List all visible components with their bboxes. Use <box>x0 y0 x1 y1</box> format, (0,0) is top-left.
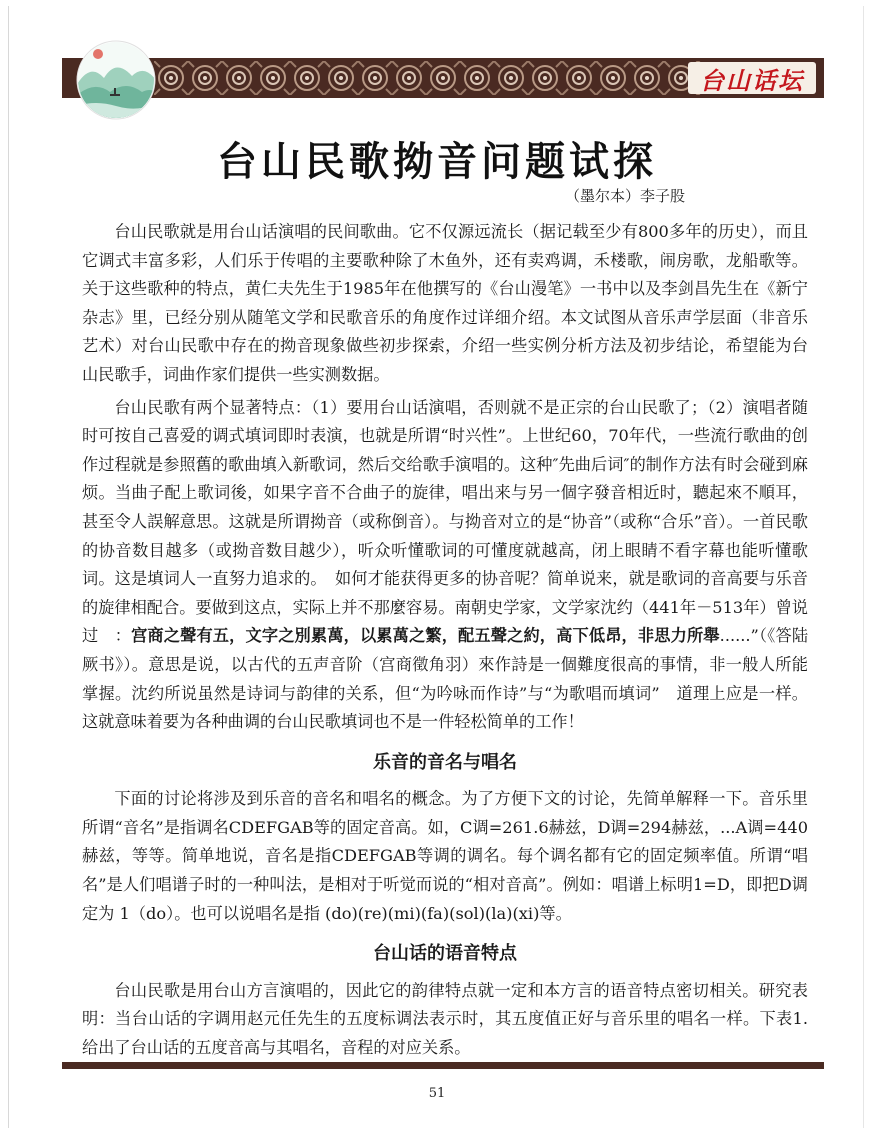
article-byline: （墨尔本）李子股 <box>565 187 686 205</box>
paragraph-2-text: 台山民歌有两个显著特点：（1）要用台山话演唱，否则就不是正宗的台山民歌了；（2）演唱者随时可按自己喜爱的调式填词即时表演，也就是所谓“时兴性”。上世纪60，70年代，一些流行歌曲的创作过程就是参照舊的歌曲填入新歌词，然后交给歌手演唱的。这种″先曲后词″的制作方法有时会碰到麻烦。当曲子配上歌词後，如果字音不合曲子的旋律，唱出来与另一個字發音相近时，聽起來不順耳，甚至令人誤解意思。这就是所谓拗音（或称倒音）。与拗音对立的是“协音”（或称“合乐”音）。一首民歌的协音数目越多（或拗音数目越少），听众听懂歌词的可懂度就越高，闭上眼睛不看字幕也能听懂歌词。这是填词人一直努力追求的。 如何才能获得更多的协音呢？简单说来，就是歌词的音高要与乐音的旋律相配合。要做到这点，实际上并不那麼容易。南朝史学家，文学家沈约（441年－513年）曾说过 ： <box>82 397 808 646</box>
article-title: 台山民歌拗音问题试探 <box>217 139 657 185</box>
header-band <box>62 58 824 98</box>
section-heading-phonetics: 台山话的语音特点 <box>373 943 517 965</box>
classical-quote: 宫商之聲有五，文字之別累萬，以累萬之繁，配五聲之約，高下低昂，非思力所舉 <box>131 626 720 646</box>
article-body <box>82 218 808 1067</box>
footer-rule <box>62 1062 824 1069</box>
ornament-pattern <box>154 61 714 95</box>
paragraph-2-tail: ......”（《答陆厥书》）。意思是说，以古代的五声音阶（宫商徵角羽）來作詩是一個難度很高的事情，非一般人所能掌握。沈约所说虽然是诗词与韵律的关系，但“为吟咏而作诗”与“为歌唱而填词” 道理上应是一样。这就意味着要为各种曲调的台山民歌填词也不是一件轻松简单的工作！ <box>82 626 809 732</box>
paragraph-4: 台山民歌是用台山方言演唱的，因此它的韵律特点就一定和本方言的语音特点密切相关。研究表明：当台山话的字调用赵元任先生的五度标调法表示时，其五度值正好与音乐里的唱名一样。下表1. 给出了台山话的五度音高与其唱名，音程的对应关系。 <box>82 980 808 1058</box>
paragraph-1: 台山民歌就是用台山话演唱的民间歌曲。它不仅源远流长（据记载至少有800多年的历史），而且它调式丰富多彩，人们乐于传唱的主要歌种除了木鱼外，还有卖鸡调，禾楼歌，闹房歌，龙船歌等。关于这些歌种的特点，黄仁夫先生于1985年在他撰写的《台山漫笔》一书中以及李剑昌先生在《新宁杂志》里，已经分别从随笔文学和民歌音乐的角度作过详细介绍。本文试图从音乐声学层面（非音乐艺术）对台山民歌中存在的拗音现象做些初步探索，介绍一些实例分析方法及初步结论，希望能为台山民歌手，词曲作家们提供一些实测数据。 <box>82 222 808 384</box>
column-title: 台山话坛 <box>700 66 804 95</box>
paragraph-2 <box>82 394 808 737</box>
landscape-logo-icon <box>76 40 156 120</box>
paragraph-3: 下面的讨论将涉及到乐音的音名和唱名的概念。为了方便下文的讨论，先简单解释一下。音乐里所谓“音名”是指调名CDEFGAB等的固定音高。如，C调=261.6赫兹，D调=294赫兹，...A调=440赫兹，等等。简单地说，音名是指CDEFGAB等调的调名。每个调名都有它的固定频率值。所谓“唱名”是人们唱谱子时的一种叫法，是相对于听觉而说的“相对音高”。例如：唱谱上标明1=D，即把D调定为 1（do）。也可以说唱名是指 (do)(re)(mi)(fa)(sol)(la)(xi)等。 <box>82 789 808 923</box>
page-number: 51 <box>428 1086 446 1101</box>
column-title-box <box>688 62 816 94</box>
section-heading-pitch-names: 乐音的音名与唱名 <box>373 751 517 773</box>
